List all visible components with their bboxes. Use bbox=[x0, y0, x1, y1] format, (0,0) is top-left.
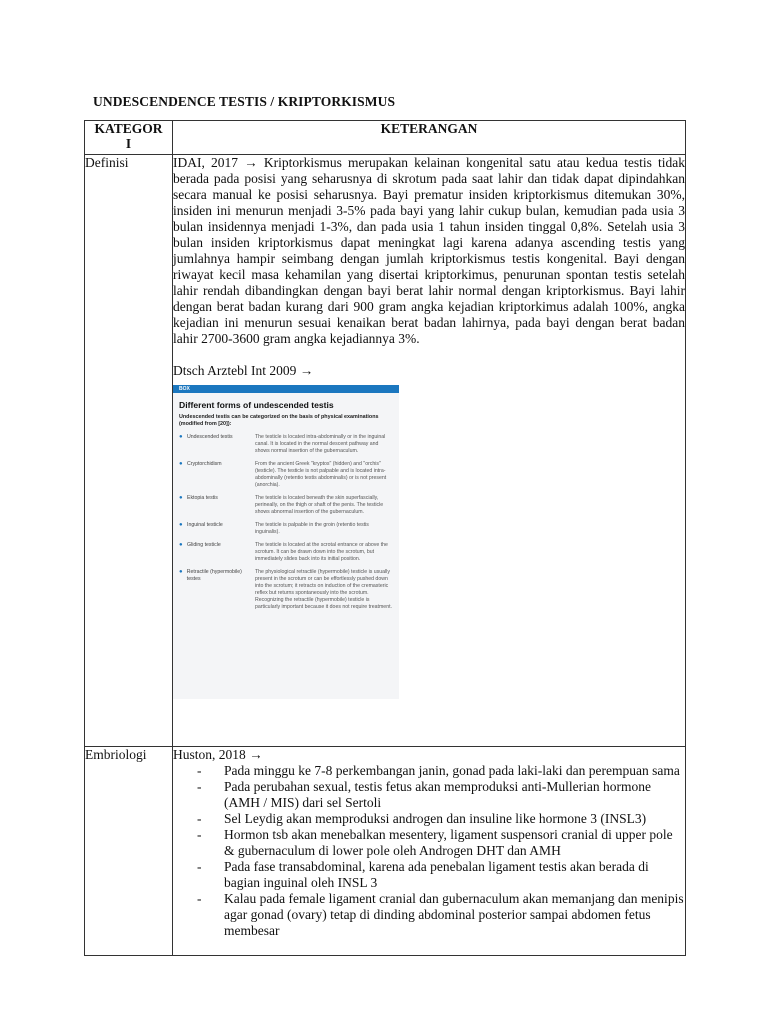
table-header-row bbox=[85, 121, 686, 155]
bullet-icon: ● bbox=[179, 434, 183, 440]
box-tag: BOX bbox=[179, 386, 190, 392]
table-row bbox=[85, 747, 686, 956]
definisi-paragraph: IDAI, 2017 → Kriptorkismus merupakan kelainan kongenital satu atau kedua testis tidak berada pada posisi yang seharusnya di skrotum pada saat lahir dan tidak dapat dipindahkan secara manual ke posisi seharusnya. Bayi prematur insiden kriptorkismus ditemukan 30%, insiden ini menurun menjadi 3-5% pada bayi yang lahir cukup bulan, kemudian pada usia 3 bulan insidennya menjadi 1-3%, dan pada usia 1 tahun insiden tinggal 0,8%. Setelah usia 3 bulan insiden kriptorkismus dapat meningkat lagi karena adanya ascending testis yang jumlahnya hampir seimbang dengan jumlah kriptorkismus testis kongenital. Bayi dengan riwayat kecil masa kehamilan yang disertai kriptorkimus, penurunan spontan testis setelah lahir rendah dibandingkan dengan bayi berat lahir normal dengan kriptorkismus. Bayi lahir dengan berat badan kurang dari 900 gram angka kejadian kriptorkimus adalah 100%, angka kejadian ini menurun sesuai kenaikan berat badan lahirnya, pada bayi dengan berat badan lahir 2700-3600 gram angka kejadiannya 3%. bbox=[173, 155, 685, 346]
info-table bbox=[84, 120, 686, 956]
box-item bbox=[173, 434, 399, 455]
box-item-desc: From the ancient Greek "kryptos" (hidden) and "orchis" (testicle). The testicle is not palpable and is located intra-abdominally (retentio testis abdominalis) or is not present (anorchia). bbox=[255, 461, 387, 488]
box-title: Different forms of undescended testis bbox=[179, 400, 334, 410]
list-item: - Kalau pada female ligament cranial dan gubernaculum akan memanjang dan menipis agar gonad (ovary) tetap di dinding abdominal posterior sampai abdomen fetus membesar bbox=[197, 891, 685, 939]
box-item bbox=[173, 542, 399, 563]
box-intro: Undescended testis can be categorized on the basis of physical examinations (modified from [20]): bbox=[179, 414, 379, 427]
definisi-source: Dtsch Arztebl Int 2009 → bbox=[173, 363, 314, 378]
header-description: KETERANGAN bbox=[173, 121, 686, 155]
box-item bbox=[173, 522, 399, 536]
box-item-term: Inguinal testicle bbox=[187, 522, 223, 528]
box-item-term: Retractile (hypermobile) testes bbox=[186, 569, 242, 582]
list-item: - Pada minggu ke 7-8 perkembangan janin, gonad pada laki-laki dan perempuan sama bbox=[197, 763, 685, 779]
box-item bbox=[173, 569, 399, 611]
bullet-icon: ● bbox=[179, 569, 183, 575]
list-item: - Sel Leydig akan memproduksi androgen dan insuline like hormone 3 (INSL3) bbox=[197, 811, 685, 827]
list-item: - Pada perubahan sexual, testis fetus akan memproduksi anti-Mullerian hormone (AMH / MIS) dari sel Sertoli bbox=[197, 779, 685, 811]
document-title: UNDESCENDENCE TESTIS / KRIPTORKISMUS bbox=[93, 94, 396, 109]
box-item-desc: The testicle is palpable in the groin (retentio testis inguinalis). bbox=[255, 522, 369, 535]
embriologi-source: Huston, 2018 → bbox=[173, 747, 263, 762]
box-item-term: Gliding testicle bbox=[187, 542, 221, 548]
header-category: KATEGOR I bbox=[85, 121, 173, 155]
embriologi-content bbox=[173, 747, 686, 956]
box-item-desc: The physiological retractile (hypermobile) testicle is usually present in the scrotum or can be effortlessly pushed down into the scrotum; it retracts on induction of the cremasteric reflex but returns spontaneously into the scrotum. Recognizing the retractile (hypermobile) testicle is particularly important because it does not require treatment. bbox=[255, 569, 392, 610]
bullet-icon: ● bbox=[179, 522, 183, 528]
box-item bbox=[173, 461, 399, 489]
list-item: - Pada fase transabdominal, karena ada penebalan ligament testis akan berada di bagian inguinal oleh INSL 3 bbox=[197, 859, 685, 891]
box-item-term: Cryptorchidism bbox=[187, 461, 222, 467]
table-row bbox=[85, 155, 686, 747]
box-item-term: Undescended testis bbox=[187, 434, 233, 440]
embriologi-list bbox=[173, 763, 685, 939]
embedded-box-figure bbox=[173, 385, 399, 699]
bullet-icon: ● bbox=[179, 495, 183, 501]
box-item-desc: The testicle is located at the scrotal entrance or above the scrotum. It can be drawn down into the scrotum, but immediately slides back into its initial position. bbox=[255, 542, 388, 562]
category-definisi: Definisi bbox=[85, 155, 173, 747]
box-item-desc: The testicle is located intra-abdominally or in the inguinal canal. It is located in the normal descent pathway and shows normal insertion of the gubernaculum. bbox=[255, 434, 386, 454]
definisi-content bbox=[173, 155, 686, 747]
box-item bbox=[173, 495, 399, 516]
bullet-icon: ● bbox=[179, 461, 183, 467]
category-embriologi: Embriologi bbox=[85, 747, 173, 956]
bullet-icon: ● bbox=[179, 542, 183, 548]
box-item-term: Ektopia testis bbox=[187, 495, 218, 501]
box-item-desc: The testicle is located beneath the skin superfascially, perineally, on the thigh or shaft of the penis. The testicle shows abnormal insertion of the gubernaculum. bbox=[255, 495, 384, 515]
list-item: - Hormon tsb akan menebalkan mesentery, ligament suspensori cranial di upper pole & gubernaculum di lower pole oleh Androgen DHT dan AMH bbox=[197, 827, 685, 859]
